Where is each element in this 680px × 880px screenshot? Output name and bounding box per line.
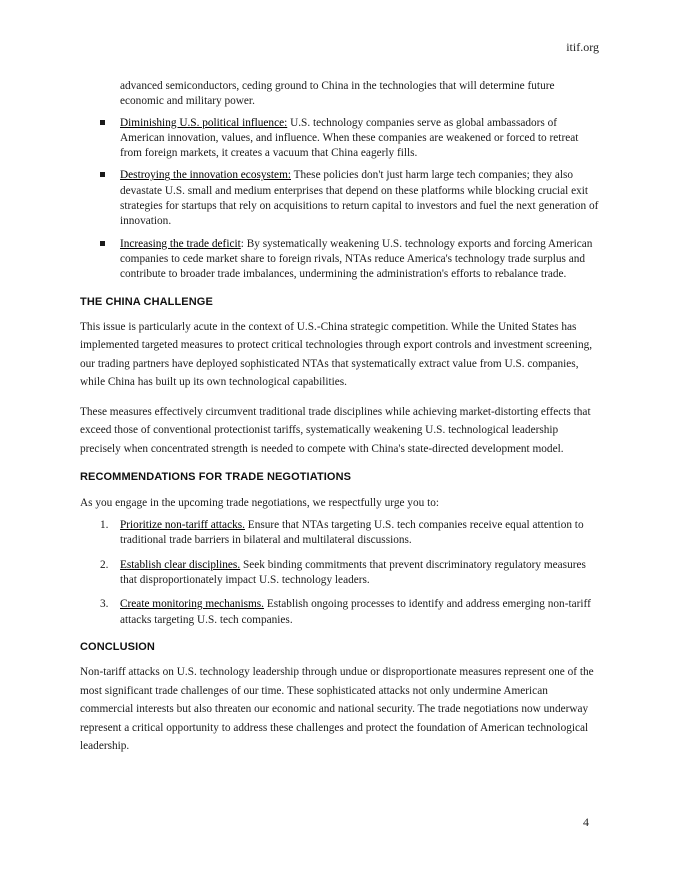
bullet-item <box>80 116 600 162</box>
china-paragraph: These measures effectively circumvent traditional trade disciplines while achieving market-distorting effects that exceed those of conventional protectionist tariffs, systematically weakening U.S. technological leadership precisely when concentrated strength is needed to compete with China's state-directed development model. <box>80 405 591 455</box>
bullet-item <box>80 168 600 229</box>
bullet-term: Diminishing U.S. political influence: <box>120 116 288 129</box>
recommendation-term: Prioritize non-tariff attacks. <box>120 519 245 532</box>
bullet-term: Destroying the innovation ecosystem: <box>120 169 291 182</box>
conclusion-heading: CONCLUSION <box>80 640 155 653</box>
intro-continuation: advanced semiconductors, ceding ground to China in the technologies that will determine future economic and military power. <box>120 80 555 108</box>
square-bullet-icon <box>100 172 105 177</box>
conclusion-paragraph: Non-tariff attacks on U.S. technology leadership through undue or disproportionate measures represent one of the most significant trade challenges of our time. These sophisticated attacks not only undermine American commercial interests but also threaten our economic and national security. The trade negotiations now underway represent a critical opportunity to address these challenges and protect the foundation of American technological leadership. <box>80 666 594 753</box>
recommendation-text: Establish ongoing processes to identify and address emerging non-tariff attacks targeting U.S. tech companies. <box>120 598 591 626</box>
recommendation-number: 2. <box>100 558 109 571</box>
recommendations-list <box>80 518 600 628</box>
square-bullet-icon <box>100 120 105 125</box>
impact-bullet-list <box>80 116 600 283</box>
page-content <box>80 79 600 767</box>
bullet-text: U.S. technology companies serve as global ambassadors of American innovation, values, and influence. When these companies are weakened or forced to retreat from foreign markets, it creates a vacuum that China eagerly fills. <box>120 116 579 160</box>
bullet-term: Increasing the trade deficit <box>120 237 241 250</box>
recommendation-item <box>80 558 600 589</box>
bullet-item <box>80 237 600 283</box>
page-number: 4 <box>583 815 589 829</box>
recommendations-heading: RECOMMENDATIONS FOR TRADE NEGOTIATIONS <box>80 471 352 484</box>
china-paragraph: This issue is particularly acute in the context of U.S.-China strategic competition. While the United States has implemented targeted measures to protect critical technologies through export controls and investment screening, our trading partners have deployed sophisticated NTAs that systematically extract value from U.S. companies, while China has built up its own technological capabilities. <box>80 320 593 389</box>
recommendation-number: 3. <box>100 598 109 611</box>
recommendation-item <box>80 597 600 628</box>
site-header: itif.org <box>566 40 599 54</box>
recommendation-term: Create monitoring mechanisms. <box>120 598 265 611</box>
bullet-text: : By systematically weakening U.S. technology exports and forcing American companies to cede market share to foreign rivals, NTAs reduce America's technology trade surplus and contribute to broader trade imbalances, undermining the administration's efforts to rebalance trade. <box>120 237 593 281</box>
square-bullet-icon <box>100 241 105 246</box>
china-challenge-heading: THE CHINA CHALLENGE <box>80 295 213 308</box>
recommendation-item <box>80 518 600 549</box>
recommendation-text: Ensure that NTAs targeting U.S. tech companies receive equal attention to traditional trade barriers in bilateral and multilateral discussions. <box>120 519 584 547</box>
recommendation-number: 1. <box>100 519 109 532</box>
bullet-text: These policies don't just harm large tech companies; they also devastate U.S. small and medium enterprises that depend on these platforms while blocking crucial exit strategies for startups that rely on acquisitions to return capital to investors and fuel the next generation of innovation. <box>120 169 599 228</box>
recommendation-term: Establish clear disciplines. <box>120 558 241 571</box>
recommendations-intro: As you engage in the upcoming trade negotiations, we respectfully urge you to: <box>80 496 440 509</box>
recommendation-text: Seek binding commitments that prevent discriminatory regulatory measures that disproportionately impact U.S. technology leaders. <box>120 558 586 587</box>
